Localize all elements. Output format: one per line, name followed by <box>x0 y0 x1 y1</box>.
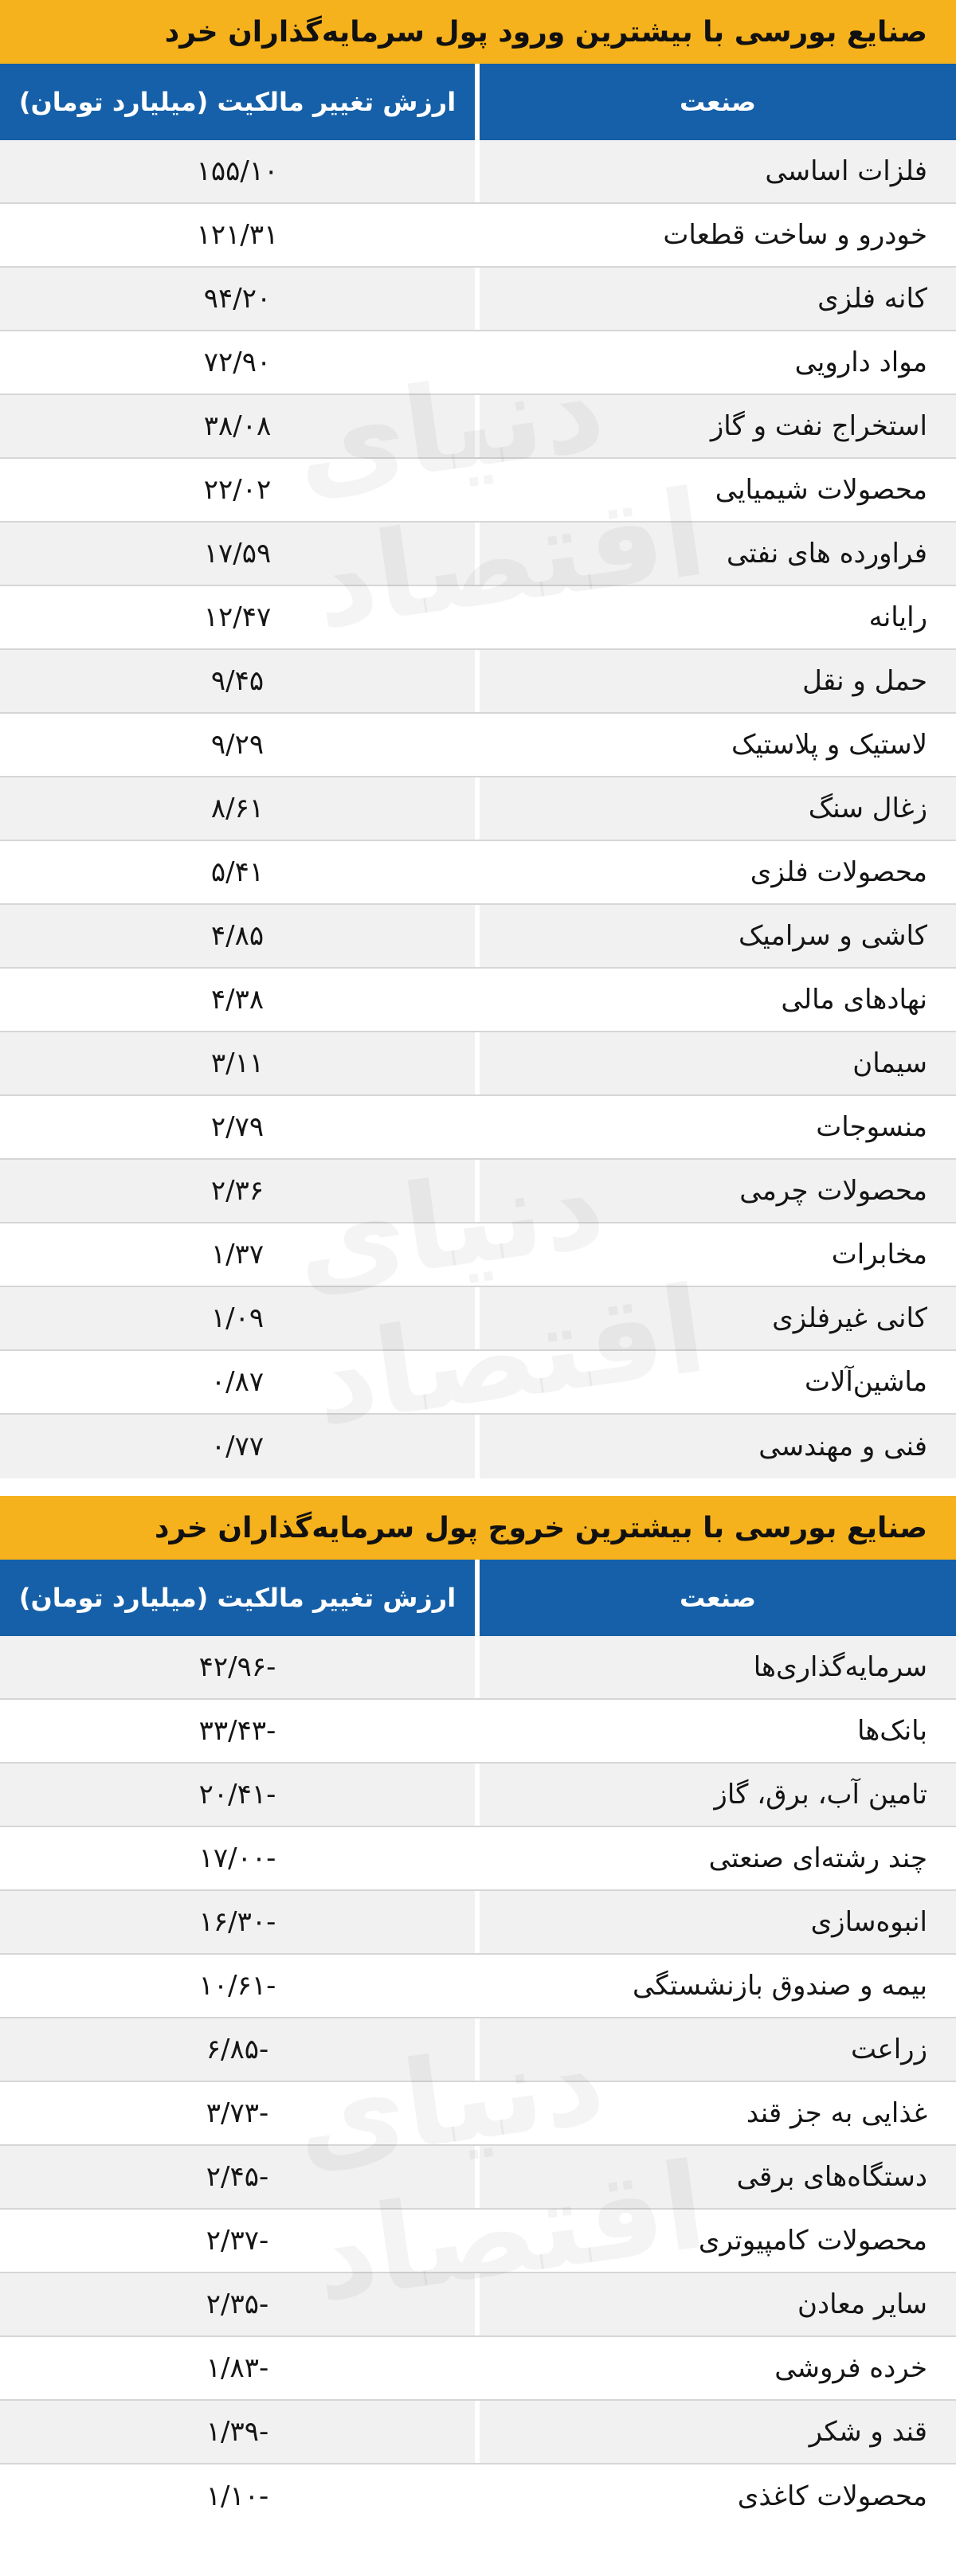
value-cell: ۴/۸۵ <box>0 905 475 967</box>
outflow-title: صنایع بورسی با بیشترین خروج پول سرمایه‌گذاران خرد <box>155 1511 927 1544</box>
table-row <box>0 650 956 714</box>
table-row <box>0 1415 956 1478</box>
value-cell: -۱۰/۶۱ <box>0 1955 475 2017</box>
industry-cell: ماشین‌آلات <box>480 1351 956 1413</box>
table-row <box>0 1700 956 1764</box>
table-row <box>0 459 956 523</box>
table-row <box>0 395 956 459</box>
table-row <box>0 2464 956 2528</box>
table-row <box>0 777 956 841</box>
industry-cell: فراورده های نفتی <box>480 523 956 585</box>
industry-cell: مخابرات <box>480 1223 956 1286</box>
value-cell: ۳/۱۱ <box>0 1032 475 1094</box>
industry-cell: محصولات فلزی <box>480 841 956 903</box>
inflow-title: صنایع بورسی با بیشترین ورود پول سرمایه‌گذاران خرد <box>164 15 927 49</box>
value-cell: ۱/۳۷ <box>0 1223 475 1286</box>
outflow-value-column-header: ارزش تغییر مالکیت (میلیارد تومان) <box>0 1560 475 1636</box>
industry-cell: استخراج نفت و گاز <box>480 395 956 457</box>
industry-cell: محصولات شیمیایی <box>480 459 956 521</box>
value-cell: ۳۸/۰۸ <box>0 395 475 457</box>
table-row <box>0 1160 956 1223</box>
value-cell: -۱/۳۹ <box>0 2401 475 2463</box>
value-cell: ۹۴/۲۰ <box>0 268 475 330</box>
table-row <box>0 841 956 905</box>
value-cell: -۳/۷۳ <box>0 2082 475 2144</box>
industry-cell: زراعت <box>480 2018 956 2081</box>
value-cell: -۲۰/۴۱ <box>0 1764 475 1826</box>
industry-cell: بانک‌ها <box>480 1700 956 1762</box>
industry-cell: غذایی به جز قند <box>480 2082 956 2144</box>
table-row <box>0 140 956 204</box>
industry-cell: قند و شکر <box>480 2401 956 2463</box>
industry-cell: حمل و نقل <box>480 650 956 712</box>
value-cell: -۳۳/۴۳ <box>0 1700 475 1762</box>
value-cell: -۲/۳۵ <box>0 2273 475 2335</box>
industry-cell: سرمایه‌گذاری‌ها <box>480 1636 956 1698</box>
value-cell: ۹/۲۹ <box>0 714 475 776</box>
inflow-value-column-header: ارزش تغییر مالکیت (میلیارد تومان) <box>0 64 475 140</box>
value-cell: ۷۲/۹۰ <box>0 331 475 393</box>
industry-cell: منسوجات <box>480 1096 956 1158</box>
industry-cell: خرده فروشی <box>480 2337 956 2399</box>
value-cell: ۲/۷۹ <box>0 1096 475 1158</box>
inflow-table-body <box>0 140 956 1478</box>
table-row <box>0 1636 956 1700</box>
industry-cell: لاستیک و پلاستیک <box>480 714 956 776</box>
industry-cell: فلزات اساسی <box>480 140 956 202</box>
industry-cell: چند رشته‌ای صنعتی <box>480 1827 956 1889</box>
outflow-table-body <box>0 1636 956 2528</box>
table-row <box>0 1764 956 1827</box>
value-cell: ۵/۴۱ <box>0 841 475 903</box>
industry-cell: کانی غیرفلزی <box>480 1287 956 1349</box>
industry-cell: زغال سنگ <box>480 777 956 840</box>
table-row <box>0 1891 956 1955</box>
table-row <box>0 969 956 1032</box>
value-cell: ۱/۰۹ <box>0 1287 475 1349</box>
table-row <box>0 1096 956 1160</box>
inflow-title-bar <box>0 0 956 64</box>
table-row <box>0 2273 956 2337</box>
value-cell: -۱۶/۳۰ <box>0 1891 475 1953</box>
industry-cell: نهادهای مالی <box>480 969 956 1031</box>
value-cell: -۱/۸۳ <box>0 2337 475 2399</box>
value-cell: ۲/۳۶ <box>0 1160 475 1222</box>
table-row <box>0 268 956 331</box>
industry-cell: انبوه‌سازی <box>480 1891 956 1953</box>
table-row <box>0 2082 956 2146</box>
value-cell: -۲/۴۵ <box>0 2146 475 2208</box>
table-row <box>0 2018 956 2082</box>
value-cell: -۱۷/۰۰ <box>0 1827 475 1889</box>
industry-cell: فنی و مهندسی <box>480 1415 956 1478</box>
table-row <box>0 204 956 268</box>
table-row <box>0 1223 956 1287</box>
industry-cell: خودرو و ساخت قطعات <box>480 204 956 266</box>
inflow-industry-column-header: صنعت <box>480 64 956 140</box>
table-row <box>0 905 956 969</box>
table-row <box>0 1827 956 1891</box>
industry-cell: بیمه و صندوق بازنشستگی <box>480 1955 956 2017</box>
table-row <box>0 2337 956 2401</box>
value-cell: -۱/۱۰ <box>0 2464 475 2528</box>
table-row <box>0 586 956 650</box>
value-cell: ۸/۶۱ <box>0 777 475 840</box>
table-row <box>0 2146 956 2210</box>
industry-cell: مواد دارویی <box>480 331 956 393</box>
industry-cell: کاشی و سرامیک <box>480 905 956 967</box>
outflow-industry-column-header: صنعت <box>480 1560 956 1636</box>
value-cell: -۲/۳۷ <box>0 2210 475 2272</box>
inflow-table-header <box>0 64 956 140</box>
table-row <box>0 2210 956 2273</box>
industry-cell: دستگاه‌های برقی <box>480 2146 956 2208</box>
table-row <box>0 1955 956 2018</box>
table-row <box>0 1351 956 1415</box>
industry-cell: محصولات کامپیوتری <box>480 2210 956 2272</box>
industry-cell: کانه فلزی <box>480 268 956 330</box>
table-row <box>0 523 956 586</box>
value-cell: ۴/۳۸ <box>0 969 475 1031</box>
industry-cell: محصولات چرمی <box>480 1160 956 1222</box>
value-cell: ۰/۷۷ <box>0 1415 475 1478</box>
value-cell: ۱۲/۴۷ <box>0 586 475 648</box>
outflow-title-bar <box>0 1496 956 1560</box>
table-row <box>0 1032 956 1096</box>
value-cell: ۲۲/۰۲ <box>0 459 475 521</box>
industry-cell: تامین آب، برق، گاز <box>480 1764 956 1826</box>
table-row <box>0 714 956 777</box>
table-row <box>0 331 956 395</box>
table-row <box>0 2401 956 2464</box>
section-gap <box>0 1478 956 1496</box>
industry-cell: سیمان <box>480 1032 956 1094</box>
value-cell: ۱۷/۵۹ <box>0 523 475 585</box>
value-cell: ۹/۴۵ <box>0 650 475 712</box>
value-cell: ۱۲۱/۳۱ <box>0 204 475 266</box>
industry-cell: سایر معادن <box>480 2273 956 2335</box>
industry-cell: رایانه <box>480 586 956 648</box>
value-cell: ۰/۸۷ <box>0 1351 475 1413</box>
outflow-section <box>0 1496 956 2528</box>
industry-cell: محصولات کاغذی <box>480 2464 956 2528</box>
table-row <box>0 1287 956 1351</box>
value-cell: -۴۲/۹۶ <box>0 1636 475 1698</box>
outflow-table-header <box>0 1560 956 1636</box>
value-cell: -۶/۸۵ <box>0 2018 475 2081</box>
value-cell: ۱۵۵/۱۰ <box>0 140 475 202</box>
